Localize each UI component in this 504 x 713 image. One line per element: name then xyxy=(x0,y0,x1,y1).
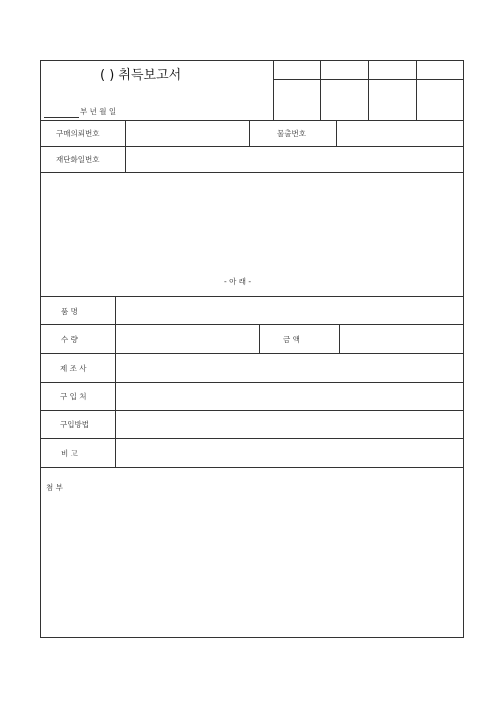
approval-divider xyxy=(368,60,369,120)
quantity-field[interactable] xyxy=(117,326,257,352)
row-divider xyxy=(40,172,464,173)
purchase-method-field[interactable] xyxy=(117,412,462,436)
label-item-name: 품 명 xyxy=(61,307,78,316)
row-divider xyxy=(40,324,464,325)
amount-field[interactable] xyxy=(341,326,462,352)
date-underline xyxy=(44,117,79,118)
col-divider xyxy=(336,120,337,146)
label-manufacturer: 제 조 사 xyxy=(60,364,87,373)
approval-divider xyxy=(416,60,417,120)
row-divider xyxy=(40,296,464,297)
col-divider xyxy=(339,324,340,353)
col-divider xyxy=(249,120,250,146)
label-remarks: 비 고 xyxy=(61,449,78,458)
manufacturer-field[interactable] xyxy=(117,355,462,380)
row-divider xyxy=(40,382,464,383)
row-divider xyxy=(40,146,464,147)
body-text-area[interactable] xyxy=(42,174,462,272)
remarks-field[interactable] xyxy=(117,440,462,465)
notice-heading: - 아 래 - xyxy=(224,277,252,286)
vendor-field[interactable] xyxy=(117,384,462,408)
row-divider xyxy=(40,438,464,439)
label-vendor: 구 입 처 xyxy=(60,392,87,401)
inventory-no-field[interactable] xyxy=(127,148,462,170)
approval-divider xyxy=(273,79,464,80)
label-quantity: 수 량 xyxy=(61,335,78,344)
label-attachment: 첨 부 xyxy=(46,483,63,492)
date-line: 부 년 월 일 xyxy=(80,107,117,116)
row-divider xyxy=(40,353,464,354)
item-name-field[interactable] xyxy=(117,298,462,322)
row-divider xyxy=(40,467,464,468)
label-amount: 금 액 xyxy=(283,335,300,344)
page-title: ( ) 취득보고서 xyxy=(100,68,182,83)
label-purchase-method: 구입방법 xyxy=(60,420,89,429)
row-divider xyxy=(40,120,464,121)
row-divider xyxy=(40,410,464,411)
approval-divider xyxy=(320,60,321,120)
col-divider xyxy=(259,324,260,353)
label-item-no: 물출번호 xyxy=(277,129,306,138)
label-purchase-request-no: 구매의뢰번호 xyxy=(56,129,100,138)
purchase-request-no-field[interactable] xyxy=(127,122,247,144)
approval-divider xyxy=(273,60,274,120)
attachment-area[interactable] xyxy=(42,496,462,636)
item-no-field[interactable] xyxy=(338,122,462,144)
label-inventory-no: 재단화일번호 xyxy=(56,155,100,164)
